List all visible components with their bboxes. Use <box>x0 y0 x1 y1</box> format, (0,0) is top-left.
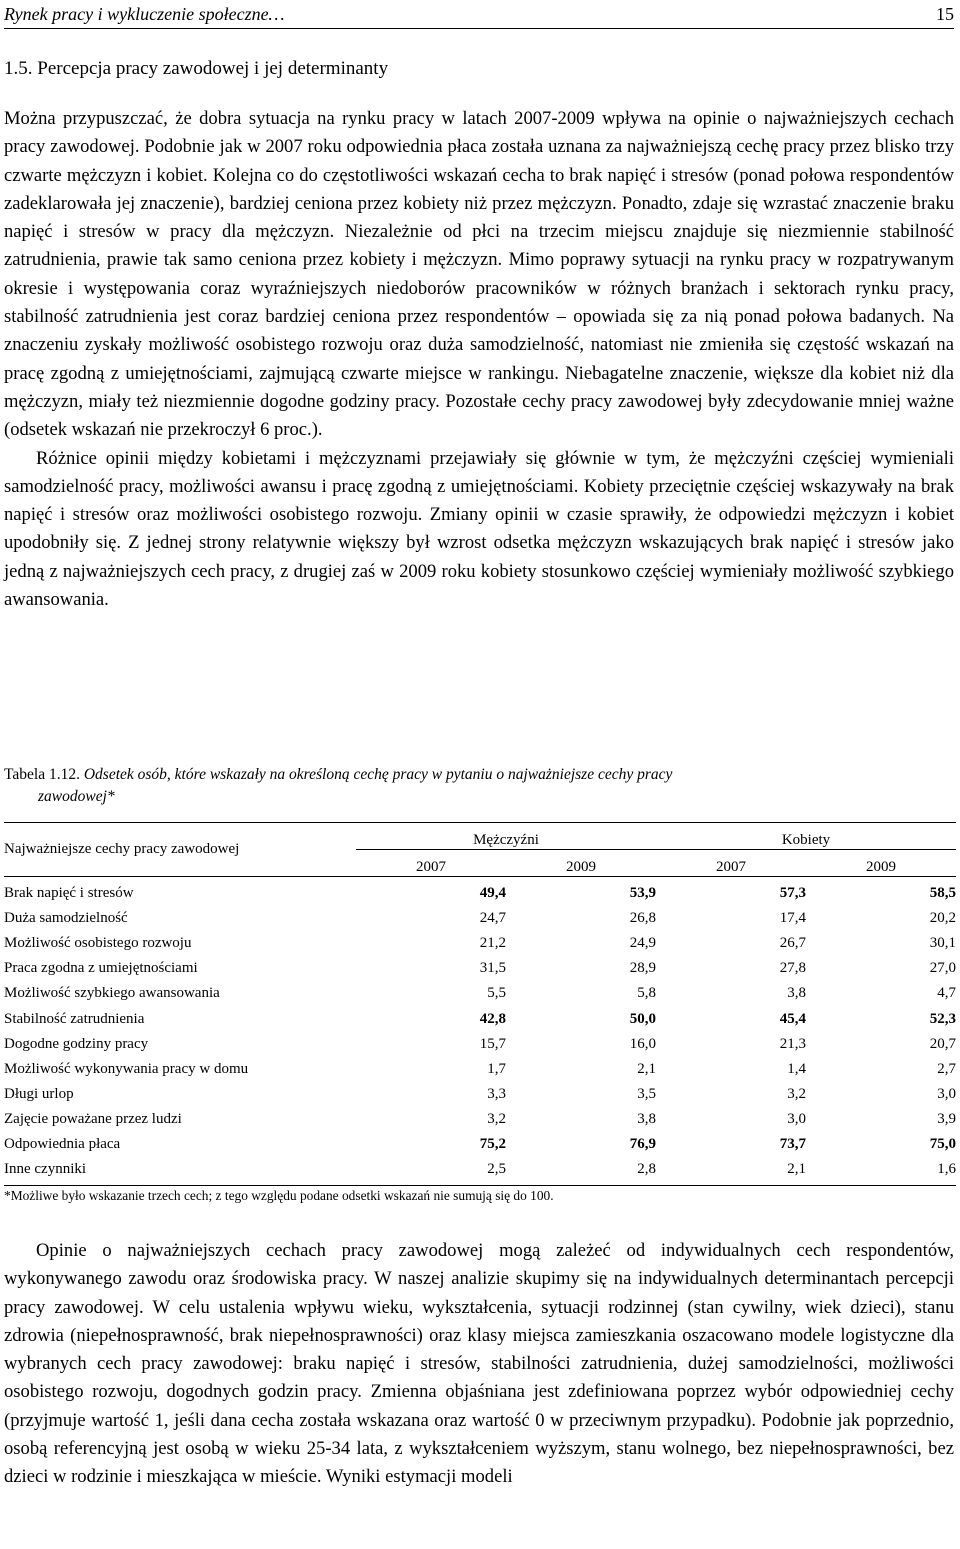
cell-value: 20,7 <box>929 1035 956 1052</box>
row-label: Brak napięć i stresów <box>4 885 134 902</box>
cell-value: 3,9 <box>937 1110 956 1127</box>
cell-value: 5,5 <box>487 985 506 1002</box>
cell-value: 20,2 <box>929 910 956 927</box>
year-header: 2007 <box>356 850 506 877</box>
running-header <box>4 2 954 29</box>
cell-value: 21,3 <box>779 1035 806 1052</box>
cell-value: 75,2 <box>479 1135 506 1152</box>
cell-value: 58,5 <box>929 885 956 902</box>
table-row <box>4 1157 956 1186</box>
cell-value: 50,0 <box>629 1010 656 1027</box>
cell-value: 3,2 <box>487 1110 506 1127</box>
cell-value: 1,6 <box>806 1157 956 1186</box>
table-row <box>4 1082 956 1107</box>
cell-value: 31,5 <box>479 960 506 977</box>
row-label: Możliwość wykonywania pracy w domu <box>4 1060 249 1077</box>
table-body <box>4 877 956 1186</box>
section-title: 1.5. Percepcja pracy zawodowej i jej determinanty <box>4 58 389 79</box>
cell-value: 16,0 <box>629 1035 656 1052</box>
cell-value: 3,3 <box>487 1085 506 1102</box>
table-row <box>4 981 956 1006</box>
table-row <box>4 1006 956 1031</box>
table-caption <box>4 764 954 808</box>
row-label: Odpowiednia płaca <box>4 1135 121 1152</box>
cell-value: 3,0 <box>787 1110 806 1127</box>
cell-value: 52,3 <box>929 1010 956 1027</box>
page-number: 15 <box>936 4 954 24</box>
cell-value: 27,0 <box>929 960 956 977</box>
row-label: Inne czynniki <box>4 1157 356 1186</box>
row-label: Duża samodzielność <box>4 910 128 927</box>
cell-value: 2,1 <box>637 1060 656 1077</box>
table-row <box>4 1032 956 1057</box>
table-row <box>4 956 956 981</box>
cell-value: 5,8 <box>637 985 656 1002</box>
table-footnote: *Możliwe było wskazanie trzech cech; z tego względu podane odsetki wskazań nie sumują się do 100. <box>4 1188 554 1203</box>
cell-value: 21,2 <box>479 935 506 952</box>
row-header: Najważniejsze cechy pracy zawodowej <box>4 823 356 877</box>
group-header-women: Kobiety <box>656 823 956 850</box>
cell-value: 1,7 <box>487 1060 506 1077</box>
table-row <box>4 1107 956 1132</box>
data-table <box>4 822 956 1186</box>
cell-value: 30,1 <box>929 935 956 952</box>
cell-value: 3,5 <box>637 1085 656 1102</box>
data-table-wrapper <box>4 822 956 1186</box>
paragraph: Można przypuszczać, że dobra sytuacja na rynku pracy w latach 2007-2009 wpływa na opinie o najważniejszych cechach pracy zawodowej. Podobnie jak w 2007 roku odpowiednia płaca została uznana za najważniejszą cechę pracy przez blisko trzy czwarte mężczyzn i kobiet. Kolejna co do częstotliwości wskazań cecha to brak napięć i stresów (ponad połowa respondentów zadeklarowała jej znaczenie), bardziej ceniona przez kobiety niż przez mężczyzn. Ponadto, zdaje się wzrastać znaczenie braku napięć i stresów w pracy dla mężczyzn. Niezależnie od płci na trzecim miejscu znajduje się niezmiennie stabilność zatrudnienia, prawie tak samo ceniona przez kobiety i mężczyzn. Mimo poprawy sytuacji na rynku pracy w rozpatrywanym okresie i występowania coraz wyraźniejszych niedoborów pracowników w różnych branżach i sektorach rynku pracy, stabilność zatrudnienia jest coraz bardziej ceniona przez respondentów – opowiada się za nią ponad połowa badanych. Na znaczeniu zyskały możliwość osobistego rozwoju oraz duża samodzielność, natomiast nie zmieniła się częstość wskazań na pracę zgodną z umiejętnościami, zajmującą czwarte miejsce w rankingu. Niebagatelne znaczenie, większe dla kobiet niż dla mężczyzn, miały też niezmiennie dogodne godziny pracy. Pozostałe cechy pracy zawodowej były zdecydowanie mniej ważne (odsetek wskazań nie przekroczył 6 proc.). <box>4 108 954 441</box>
cell-value: 3,2 <box>787 1085 806 1102</box>
row-label: Stabilność zatrudnienia <box>4 1010 145 1027</box>
table-caption-text-continued: zawodowej* <box>38 788 115 805</box>
running-title: Rynek pracy i wykluczenie społeczne… <box>4 4 285 24</box>
table-row <box>4 1057 956 1082</box>
year-header: 2009 <box>806 850 956 877</box>
cell-value: 26,8 <box>629 910 656 927</box>
cell-value: 3,0 <box>937 1085 956 1102</box>
cell-value: 75,0 <box>929 1135 956 1152</box>
cell-value: 26,7 <box>779 935 806 952</box>
cell-value: 24,9 <box>629 935 656 952</box>
cell-value: 42,8 <box>479 1010 506 1027</box>
cell-value: 49,4 <box>479 885 506 902</box>
cell-value: 2,7 <box>937 1060 956 1077</box>
table-row <box>4 1132 956 1157</box>
cell-value: 28,9 <box>629 960 656 977</box>
row-label: Możliwość szybkiego awansowania <box>4 985 220 1002</box>
cell-value: 1,4 <box>787 1060 806 1077</box>
cell-value: 3,8 <box>637 1110 656 1127</box>
table-caption-label: Tabela 1.12. <box>4 766 80 783</box>
table-caption-text: Odsetek osób, które wskazały na określoną cechę pracy w pytaniu o najważniejsze cechy pracy <box>83 766 673 783</box>
row-label: Długi urlop <box>4 1085 74 1102</box>
body-text-continued <box>4 1237 954 1492</box>
cell-value: 2,8 <box>506 1157 656 1186</box>
year-header: 2009 <box>506 850 656 877</box>
body-text <box>4 105 954 614</box>
group-header-men: Mężczyźni <box>356 823 656 850</box>
row-label: Zajęcie poważane przez ludzi <box>4 1110 182 1127</box>
cell-value: 57,3 <box>779 885 806 902</box>
paragraph: Różnice opinii między kobietami i mężczyznami przejawiały się głównie w tym, że mężczyźni częściej wymieniali samodzielność pracy, możliwości awansu i pracę zgodną z umiejętnościami. Kobiety przeciętnie częściej wskazywały na brak napięć i stresów oraz możliwości osobistego rozwoju. Zmiany opinii w czasie sprawiły, że odpowiedzi mężczyzn i kobiet upodobniły się. Z jednej strony relatywnie większy był wzrost odsetka mężczyzn wskazujących brak napięć i stresów jako jedną z najważniejszych cech pracy, z drugiej zaś w 2009 roku kobiety stosunkowo częściej wymieniały możliwość szybkiego awansowania. <box>4 447 954 611</box>
cell-value: 76,9 <box>629 1135 656 1152</box>
cell-value: 53,9 <box>629 885 656 902</box>
cell-value: 17,4 <box>779 910 806 927</box>
cell-value: 73,7 <box>779 1135 806 1152</box>
cell-value: 24,7 <box>479 910 506 927</box>
cell-value: 4,7 <box>937 985 956 1002</box>
cell-value: 2,1 <box>656 1157 806 1186</box>
table-row <box>4 877 956 907</box>
cell-value: 2,5 <box>356 1157 506 1186</box>
table-row <box>4 906 956 931</box>
row-label: Dogodne godziny pracy <box>4 1035 149 1052</box>
table-row <box>4 931 956 956</box>
year-header: 2007 <box>656 850 806 877</box>
row-label: Możliwość osobistego rozwoju <box>4 935 192 952</box>
cell-value: 45,4 <box>779 1010 806 1027</box>
cell-value: 15,7 <box>479 1035 506 1052</box>
cell-value: 27,8 <box>779 960 806 977</box>
paragraph: Opinie o najważniejszych cechach pracy zawodowej mogą zależeć od indywidualnych cech respondentów, wykonywanego zawodu oraz środowiska pracy. W naszej analizie skupimy się na indywidualnych determinantach percepcji pracy zawodowej. W celu ustalenia wpływu wieku, wykształcenia, sytuacji rodzinnej (stan cywilny, wiek dzieci), stanu zdrowia (niepełnosprawność, brak niepełnosprawności) oraz klasy miejsca zamieszkania oszacowano modele logistyczne dla wybranych cech pracy zawodowej: braku napięć i stresów, stabilności zatrudnienia, dużej samodzielności, możliwości osobistego rozwoju, dogodnych godzin pracy. Zmienna objaśniana jest zdefiniowana poprzez wybór odpowiedniej cechy (przyjmuje wartość 1, jeśli dana cecha została wskazana oraz wartość 0 w przeciwnym przypadku). Podobnie jak poprzednio, osobą referencyjną jest osobą w wieku 25-34 lata, z wykształceniem wyższym, stanu wolnego, bez niepełnosprawności, bez dzieci w rodzinie i mieszkająca w mieście. Wyniki estymacji modeli <box>4 1240 954 1488</box>
cell-value: 3,8 <box>787 985 806 1002</box>
row-label: Praca zgodna z umiejętnościami <box>4 960 198 977</box>
